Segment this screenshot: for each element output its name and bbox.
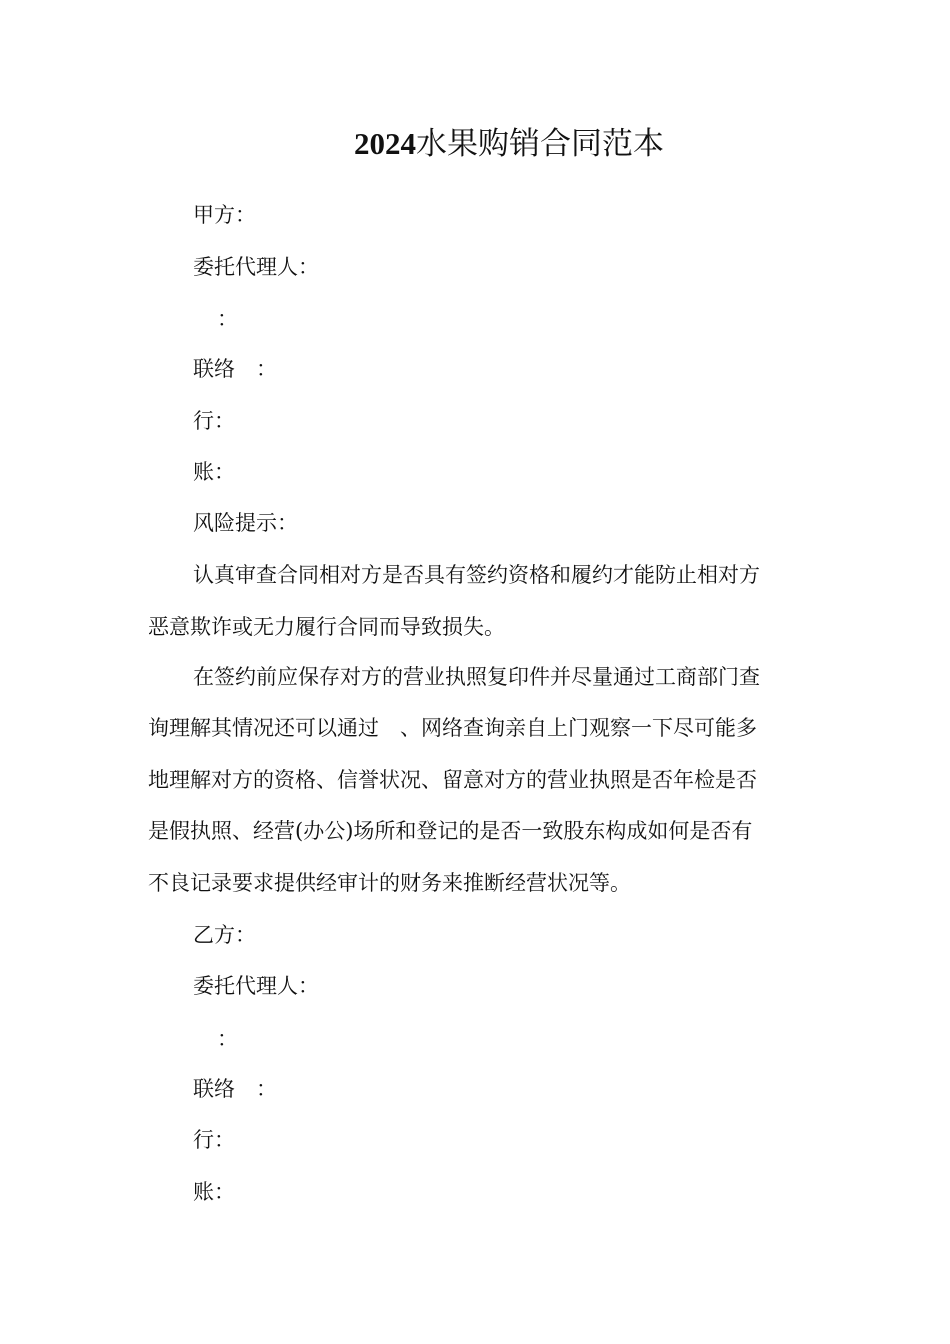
party-a-label: 甲方：: [193, 203, 256, 227]
risk-paragraph-2-line-1: 在签约前应保存对方的营业执照复印件并尽量通过工商部门查: [193, 665, 760, 689]
risk-paragraph-2-line-2: 询理解其情况还可以通过 、网络查询亲自上门观察一下尽可能多: [148, 716, 757, 740]
document-title: [0, 122, 950, 166]
risk-paragraph-2-line-4: 是假执照、经营(办公)场所和登记的是否一致股东构成如何是否有: [148, 819, 753, 843]
risk-label: 风险提示：: [193, 511, 298, 535]
party-b-account: 账：: [193, 1180, 235, 1204]
party-a-account: 账：: [193, 460, 235, 484]
party-b-bank: 行：: [193, 1128, 235, 1152]
party-b-blank-field: ：: [217, 1027, 238, 1051]
party-b-label: 乙方：: [193, 923, 256, 947]
party-a-bank: 行：: [193, 409, 235, 433]
title-year: 2024: [354, 126, 416, 161]
party-b-contact: 联络 ：: [193, 1077, 277, 1101]
risk-paragraph-1-line-2: 恶意欺诈或无力履行合同而导致损失。: [148, 615, 505, 639]
party-a-agent: 委托代理人：: [193, 255, 319, 279]
party-a-blank-field: ：: [217, 307, 238, 331]
risk-paragraph-2-line-3: 地理解对方的资格、信誉状况、留意对方的营业执照是否年检是否: [148, 768, 757, 792]
title-text: 水果购销合同范本: [416, 126, 664, 162]
party-a-contact: 联络 ：: [193, 357, 277, 381]
risk-paragraph-2-line-5: 不良记录要求提供经审计的财务来推断经营状况等。: [148, 871, 631, 895]
party-b-agent: 委托代理人：: [193, 974, 319, 998]
risk-paragraph-1-line-1: 认真审查合同相对方是否具有签约资格和履约才能防止相对方: [193, 563, 760, 587]
